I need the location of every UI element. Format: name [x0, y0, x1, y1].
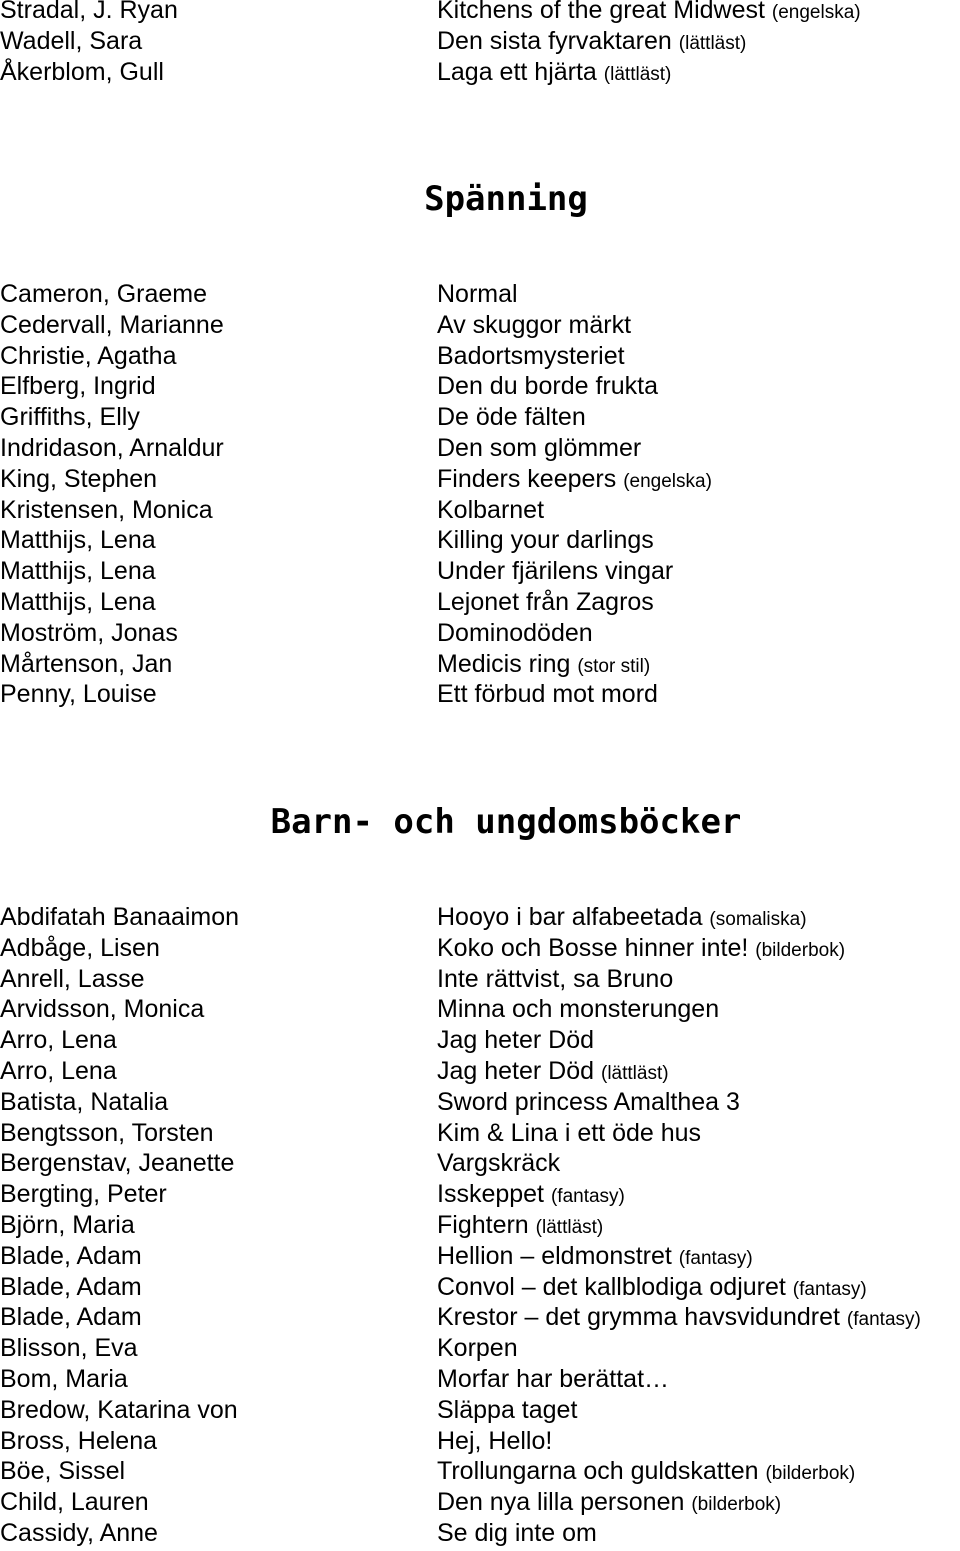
book-row: [0, 994, 960, 1025]
book-row: [0, 618, 960, 649]
book-title-cell: [437, 933, 845, 967]
author-name: Blade, Adam: [0, 1272, 142, 1301]
book-title-cell: [437, 679, 658, 710]
book-title-cell: [437, 1333, 518, 1364]
top-book-list: [0, 0, 960, 87]
book-row: [0, 1395, 960, 1426]
book-row: [0, 57, 960, 88]
book-title: Av skuggor märkt: [437, 310, 632, 339]
book-title-cell: [437, 402, 586, 433]
book-title: Isskeppet: [437, 1180, 545, 1209]
book-title: Medicis ring: [437, 649, 571, 678]
author-name: Blade, Adam: [0, 1241, 142, 1270]
book-title: Killing your darlings: [437, 526, 654, 555]
book-row: [0, 433, 960, 464]
book-title-cell: [437, 902, 807, 936]
author-name: Matthijs, Lena: [0, 587, 156, 616]
book-title: Hellion – eldmonstret: [437, 1241, 672, 1270]
book-row: [0, 1056, 960, 1087]
book-title: Krestor – det grymma havsvidundret: [437, 1303, 840, 1332]
book-title: Lejonet från Zagros: [437, 587, 654, 616]
book-title-cell: [437, 57, 671, 91]
book-row: [0, 371, 960, 402]
book-row: [0, 464, 960, 495]
book-title-cell: [437, 279, 518, 310]
book-row: [0, 1118, 960, 1149]
author-name: Arro, Lena: [0, 1056, 117, 1085]
book-note: (lättläst): [603, 63, 672, 85]
book-title-cell: [437, 310, 631, 341]
book-title: Den som glömmer: [437, 433, 642, 462]
book-title-cell: [437, 1210, 603, 1244]
book-row: [0, 587, 960, 618]
book-title-cell: [437, 994, 719, 1025]
section-heading-spanning: Spänning: [424, 179, 588, 219]
author-name: Anrell, Lasse: [0, 964, 145, 993]
author-name: Mårtenson, Jan: [0, 649, 173, 678]
book-title-cell: [437, 556, 673, 587]
book-row: [0, 1210, 960, 1241]
book-row: [0, 341, 960, 372]
book-title: Den nya lilla personen: [437, 1488, 685, 1517]
spanning-book-list: [0, 279, 960, 710]
author-name: Child, Lauren: [0, 1488, 149, 1517]
author-name: Christie, Agatha: [0, 341, 177, 370]
author-name: Indridason, Arnaldur: [0, 433, 224, 462]
book-title-cell: [437, 1395, 577, 1426]
book-title: Jag heter Död: [437, 1026, 595, 1055]
book-title-cell: [437, 1456, 855, 1490]
book-title: Normal: [437, 280, 518, 308]
book-title: Trollungarna och guldskatten: [437, 1457, 759, 1486]
book-title: Convol – det kallblodiga odjuret: [437, 1272, 786, 1301]
book-note: (stor stil): [577, 655, 651, 677]
author-name: King, Stephen: [0, 464, 158, 493]
author-name: Kristensen, Monica: [0, 495, 213, 524]
book-title: Hooyo i bar alfabeetada: [437, 903, 703, 931]
book-row: [0, 1241, 960, 1272]
book-note: (engelska): [771, 2, 861, 23]
book-row: [0, 1426, 960, 1457]
book-title: Den du borde frukta: [437, 372, 658, 401]
book-title-cell: [437, 1426, 552, 1457]
book-title: Korpen: [437, 1334, 518, 1363]
book-row: [0, 1364, 960, 1395]
book-title: Se dig inte om: [437, 1518, 597, 1547]
author-name: Arvidsson, Monica: [0, 995, 205, 1024]
book-title-cell: [437, 1087, 740, 1118]
book-row: [0, 525, 960, 556]
author-name: Bergenstav, Jeanette: [0, 1149, 235, 1178]
book-row: [0, 679, 960, 710]
book-row: [0, 933, 960, 964]
spanning-book-rows: [0, 279, 960, 710]
book-title: Kolbarnet: [437, 495, 545, 524]
book-title: Koko och Bosse hinner inte!: [437, 933, 749, 962]
book-row: [0, 26, 960, 57]
book-title-cell: [437, 495, 544, 526]
book-title: Badortsmysteriet: [437, 341, 625, 370]
book-note: (lättläst): [678, 32, 747, 54]
book-title: Den sista fyrvaktaren: [437, 26, 672, 55]
book-note: (fantasy): [678, 1247, 753, 1269]
book-title-cell: [437, 371, 658, 402]
book-title-cell: [437, 1364, 669, 1395]
author-name: Blisson, Eva: [0, 1334, 138, 1363]
author-name: Arro, Lena: [0, 1026, 117, 1055]
author-name: Adbåge, Lisen: [0, 933, 160, 962]
top-book-rows: [0, 0, 960, 87]
author-name: Penny, Louise: [0, 680, 157, 709]
book-note: (bilderbok): [765, 1463, 856, 1485]
book-note: (fantasy): [550, 1186, 625, 1208]
book-row: [0, 1487, 960, 1518]
book-note: (lättläst): [601, 1062, 669, 1084]
book-title-cell: [437, 1487, 781, 1521]
book-title: De öde fälten: [437, 403, 586, 432]
book-title: Kitchens of the great Midwest: [437, 0, 765, 24]
book-title-cell: [437, 1118, 701, 1149]
book-row: [0, 1272, 960, 1303]
book-title-cell: [437, 649, 650, 683]
book-title: Inte rättvist, sa Bruno: [437, 964, 674, 993]
book-note: (lättläst): [535, 1216, 604, 1238]
book-title: Släppa taget: [437, 1395, 578, 1424]
author-name: Bredow, Katarina von: [0, 1395, 238, 1424]
author-name: Cassidy, Anne: [0, 1518, 158, 1547]
book-row: [0, 310, 960, 341]
book-title: Vargskräck: [437, 1149, 561, 1178]
book-title: Kim & Lina i ett öde hus: [437, 1118, 702, 1147]
book-title-cell: [437, 525, 654, 556]
author-name: Bross, Helena: [0, 1426, 158, 1455]
book-title: Minna och monsterungen: [437, 995, 720, 1024]
author-name: Elfberg, Ingrid: [0, 372, 156, 401]
book-title-cell: [437, 1025, 594, 1056]
book-row: [0, 1456, 960, 1487]
book-title-cell: [437, 464, 712, 498]
book-title-cell: [437, 618, 593, 649]
book-title-cell: [437, 341, 625, 372]
book-note: (somaliska): [709, 909, 807, 930]
book-row: [0, 1518, 960, 1549]
book-title: Morfar har berättat…: [437, 1364, 670, 1393]
author-name: Moström, Jonas: [0, 618, 178, 647]
author-name: Böe, Sissel: [0, 1457, 126, 1486]
author-name: Cameron, Graeme: [0, 280, 208, 308]
book-row: [0, 1025, 960, 1056]
book-title-cell: [437, 433, 641, 464]
book-row: [0, 556, 960, 587]
author-name: Matthijs, Lena: [0, 557, 156, 586]
book-title: Jag heter Död: [437, 1056, 595, 1085]
author-name: Batista, Natalia: [0, 1087, 169, 1116]
author-name: Bergting, Peter: [0, 1180, 167, 1209]
author-name: Griffiths, Elly: [0, 403, 140, 432]
book-title-cell: [437, 587, 654, 618]
author-name: Blade, Adam: [0, 1303, 142, 1332]
book-title: Hej, Hello!: [437, 1426, 553, 1455]
book-title: Sword princess Amalthea 3: [437, 1087, 740, 1116]
author-name: Stradal, J. Ryan: [0, 0, 178, 24]
author-name: Åkerblom, Gull: [0, 57, 164, 86]
book-note: (engelska): [623, 470, 712, 492]
book-row: [0, 1148, 960, 1179]
book-title-cell: [437, 1241, 753, 1275]
author-name: Abdifatah Banaaimon: [0, 903, 240, 931]
book-title: Laga ett hjärta: [437, 57, 597, 86]
book-title: Under fjärilens vingar: [437, 557, 674, 586]
book-title-cell: [437, 1148, 560, 1179]
book-row: [0, 649, 960, 680]
book-title-cell: [437, 1056, 669, 1090]
book-title-cell: [437, 1179, 625, 1213]
book-row: [0, 1179, 960, 1210]
author-name: Wadell, Sara: [0, 26, 143, 55]
book-title: Fightern: [437, 1210, 529, 1239]
barn-book-rows: [0, 902, 960, 1549]
book-title: Dominodöden: [437, 618, 593, 647]
author-name: Bengtsson, Torsten: [0, 1118, 214, 1147]
author-name: Bom, Maria: [0, 1364, 128, 1393]
author-name: Matthijs, Lena: [0, 526, 156, 555]
book-title: Ett förbud mot mord: [437, 680, 658, 709]
book-title-cell: [437, 0, 861, 29]
book-title-cell: [437, 964, 673, 995]
book-note: (fantasy): [846, 1309, 921, 1331]
book-row: [0, 0, 960, 26]
book-row: [0, 279, 960, 310]
book-note: (fantasy): [792, 1278, 867, 1300]
book-title: Finders keepers: [437, 464, 617, 493]
book-row: [0, 964, 960, 995]
book-note: (bilderbok): [691, 1494, 782, 1516]
book-note: (bilderbok): [755, 939, 846, 961]
section-heading-barn: Barn- och ungdomsböcker: [270, 802, 742, 842]
book-title-cell: [437, 1302, 921, 1336]
book-row: [0, 902, 960, 933]
book-row: [0, 402, 960, 433]
book-row: [0, 495, 960, 526]
book-title-cell: [437, 26, 746, 60]
book-row: [0, 1087, 960, 1118]
author-name: Björn, Maria: [0, 1210, 135, 1239]
book-row: [0, 1302, 960, 1333]
book-row: [0, 1333, 960, 1364]
author-name: Cedervall, Marianne: [0, 310, 224, 339]
book-title-cell: [437, 1518, 597, 1549]
barn-book-list: [0, 902, 960, 1549]
book-title-cell: [437, 1272, 867, 1306]
